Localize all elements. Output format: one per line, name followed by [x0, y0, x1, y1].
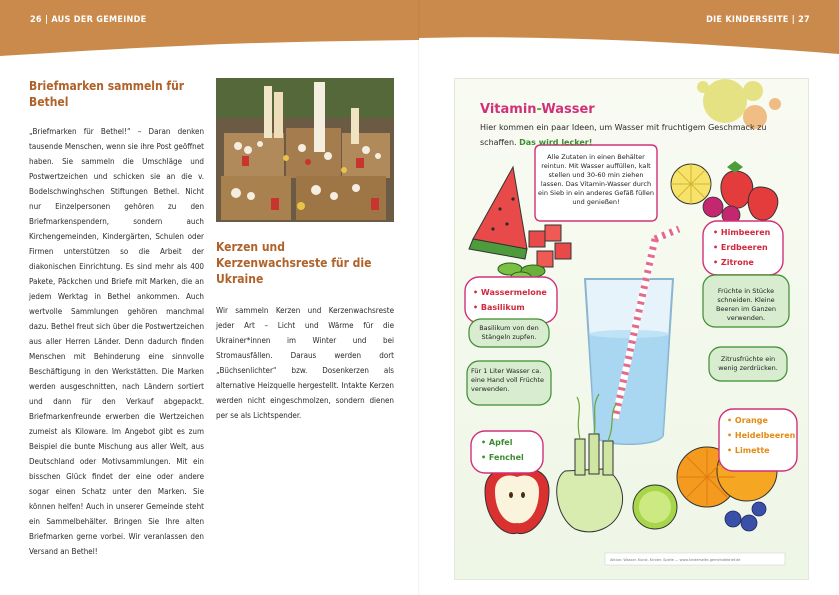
list-item: • Erdbeeren: [713, 243, 768, 252]
header-right: DIE KINDERSEITE | 27: [706, 15, 810, 25]
bubble-water: Für 1 Liter Wasser ca. eine Hand voll Früchte verwenden.: [471, 367, 544, 393]
list-item: • Limette: [727, 446, 770, 455]
poster-title: [480, 102, 595, 117]
list-item: • Apfel: [481, 438, 513, 447]
list-item: • Orange: [727, 416, 768, 425]
bubble-citrus: Zitrusfrüchte ein wenig zerdrücken.: [718, 355, 778, 372]
list-item: • Basilikum: [473, 303, 525, 312]
list-item: • Himbeeren: [713, 228, 771, 237]
candles-photo: [216, 78, 394, 222]
article-title: Kerzen und Kerzenwachsreste für die Ukraine: [216, 240, 372, 286]
article-title: Briefmarken sammeln für Bethel: [29, 79, 185, 109]
bubble-basil: Basilikum von den Stängeln zupfen.: [479, 324, 539, 341]
article-briefmarken: [29, 78, 204, 559]
bubble-fruit-pieces: Früchte in Stücke schneiden. Kleine Beeren im Ganzen verwenden.: [715, 287, 777, 322]
list-item: • Fenchel: [481, 453, 524, 462]
list-item: • Zitrone: [713, 258, 754, 267]
citrus-list: [727, 413, 795, 458]
intro-highlight: Das wird lecker!: [519, 138, 593, 147]
poster-intro: [480, 120, 790, 150]
apple-list: [481, 435, 524, 465]
bubble-instructions: Alle Zutaten in einen Behälter reintun. Mit Wasser auffüllen, kalt stellen und 30-60 min ziehen lassen. Das Vitamin-Wasser durch ein Sieb in ein anderes Gefäß füllen und genießen!: [538, 153, 654, 206]
list-item: • Wassermelone: [473, 288, 547, 297]
title-part2: Wasser: [541, 102, 595, 117]
article-body: „Briefmarken für Bethel!“ – Daran denken tausende Menschen, wenn sie ihre Post geöffnet haben. Sie sammeln die Umschläge und Postwertzeichen und schicken sie an die v. Bodelschwinghschen Stiftungen Bethel. Nicht nur Einzelpersonen gehören zu den Briefmarkenspendern, sondern auch Kirchengemeinden, Kindergärten, Schulen oder Firmen unterstützen so die Arbeit der diakonischen Einrichtung. Es sind mehr als 400 Pakete, Päckchen und Briefe mit Marken, die an jedem Werktag in Bethel ankommen. Auch wertvolle Sammlungen gehören manchmal dazu. Bethel freut sich über die Postwertzeichen aus aller Herren Länder. Denn dadurch finden Menschen mit Behinderung eine sinnvolle Beschäftigung in den Werkstätten. Die Marken werden ausgeschnitten, nach Ländern sortiert und dann für den Verkauf abgepackt. Briefmarkenfreunde erwerben die Wertzeichen zumeist als Kiloware. Im Angebot gibt es zum Beispiel die bunte Mischung aus aller Welt, aus Deutschland oder Motivsammlungen. Mit ein bisschen Glück findet der eine oder andere sogar einen Schatz unter den Marken. Sie können helfen! Auch in unserer Gemeinde steht ein Sammelbehälter. Bringen Sie Ihre alten Briefmarken gerne vorbei. Wir veranlassen den Versand an Bethel!: [29, 127, 204, 556]
title-part1: Vitamin: [480, 102, 537, 117]
header-left: 26 | AUS DER GEMEINDE: [30, 15, 147, 25]
berries-list: [713, 225, 770, 270]
page-gutter: [418, 0, 420, 595]
melon-list: [473, 285, 547, 315]
poster-footer: Aktion: Wasser. Kunst. Kinder. Spiele — www.kinderseite-gemeindebrief.de: [610, 558, 741, 562]
article-body: Wir sammeln Kerzen und Kerzenwachsreste jeder Art – Licht und Wärme für die Ukrainer*innen im Winter und bei Stromausfällen. Daraus werden dort „Büchsenlichter“ bzw. Dosenkerzen als alternative Heizquelle hergestellt. Intakte Kerzen werden nicht eingeschmolzen, sondern dienen per se als Lichtspender.: [216, 306, 394, 420]
article-kerzen: [216, 78, 394, 423]
intro-text: Hier kommen ein paar Ideen, um Wasser mit fruchtigem Geschmack zu schaffen.: [480, 123, 767, 147]
vitamin-wasser-poster: [454, 78, 809, 580]
title-dash: -: [536, 102, 542, 117]
list-item: • Heidelbeeren: [727, 431, 796, 440]
